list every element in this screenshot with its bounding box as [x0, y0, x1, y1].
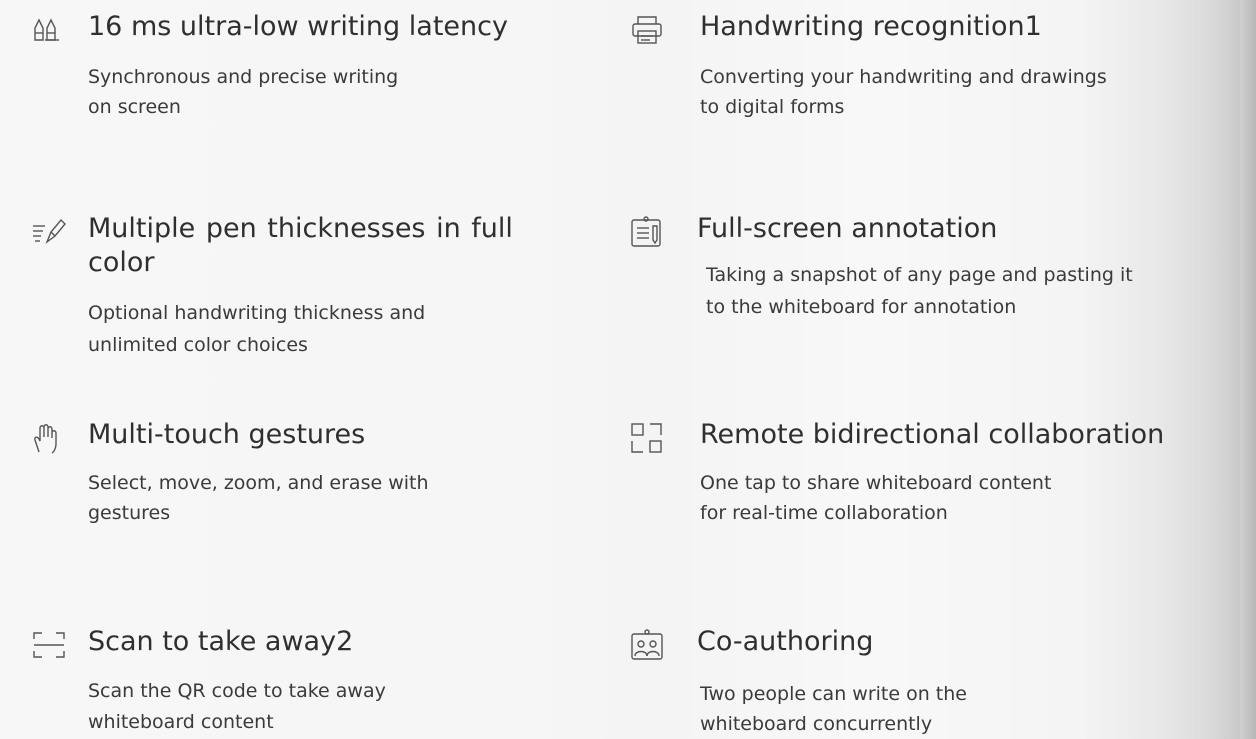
- feature-title: Full-screen annotation: [697, 213, 998, 244]
- screen-annotate-icon: [630, 216, 664, 248]
- feature-description-line: Synchronous and precise writing: [88, 66, 399, 88]
- feature-description-line: Taking a snapshot of any page and pasting it: [706, 264, 1133, 286]
- feature-remote-collaboration: [630, 418, 1230, 528]
- feature-title: 16 ms ultra-low writing latency: [88, 11, 508, 42]
- feature-scan-take-away: [32, 625, 562, 735]
- pen-tips-icon: [32, 14, 66, 46]
- scan-frame-icon: [32, 629, 66, 661]
- feature-description-line: Converting your handwriting and drawings: [700, 66, 1107, 88]
- feature-writing-latency: [32, 10, 562, 130]
- feature-handwriting-recognition: [630, 10, 1230, 130]
- feature-description-line: for real-time collaboration: [700, 502, 948, 524]
- hand-touch-icon: [32, 422, 66, 454]
- feature-description-line: Two people can write on the: [700, 683, 967, 705]
- feature-description-line: unlimited color choices: [88, 334, 308, 356]
- feature-description-line: Scan the QR code to take away: [88, 680, 386, 702]
- feature-description-line: One tap to share whiteboard content: [700, 472, 1052, 494]
- feature-title: Handwriting recognition1: [700, 11, 1042, 42]
- feature-title: Multiple pen thicknesses in full color: [88, 213, 513, 278]
- feature-title: Multi-touch gestures: [88, 419, 366, 450]
- feature-description-line: Select, move, zoom, and erase with: [88, 472, 429, 494]
- feature-co-authoring: [630, 625, 1230, 735]
- feature-title: Co-authoring: [697, 626, 874, 657]
- feature-description-line: on screen: [88, 96, 181, 118]
- feature-multi-touch: [32, 418, 562, 528]
- right-edge-shadow: [1240, 0, 1256, 739]
- feature-description-line: to digital forms: [700, 96, 845, 118]
- printer-icon: [630, 14, 664, 46]
- feature-title: Remote bidirectional collaboration: [700, 419, 1165, 450]
- feature-full-screen-annotation: [630, 212, 1230, 332]
- feature-title: Scan to take away2: [88, 626, 354, 657]
- feature-description-line: whiteboard concurrently: [700, 713, 933, 735]
- feature-description-line: whiteboard content: [88, 711, 274, 733]
- pen-lines-icon: [32, 216, 66, 248]
- two-people-board-icon: [630, 629, 664, 661]
- feature-description-line: to the whiteboard for annotation: [706, 296, 1017, 318]
- collaborate-squares-icon: [630, 422, 664, 454]
- feature-description-line: gestures: [88, 502, 171, 524]
- feature-description-line: Optional handwriting thickness and: [88, 302, 426, 324]
- feature-pen-thickness: [32, 212, 562, 362]
